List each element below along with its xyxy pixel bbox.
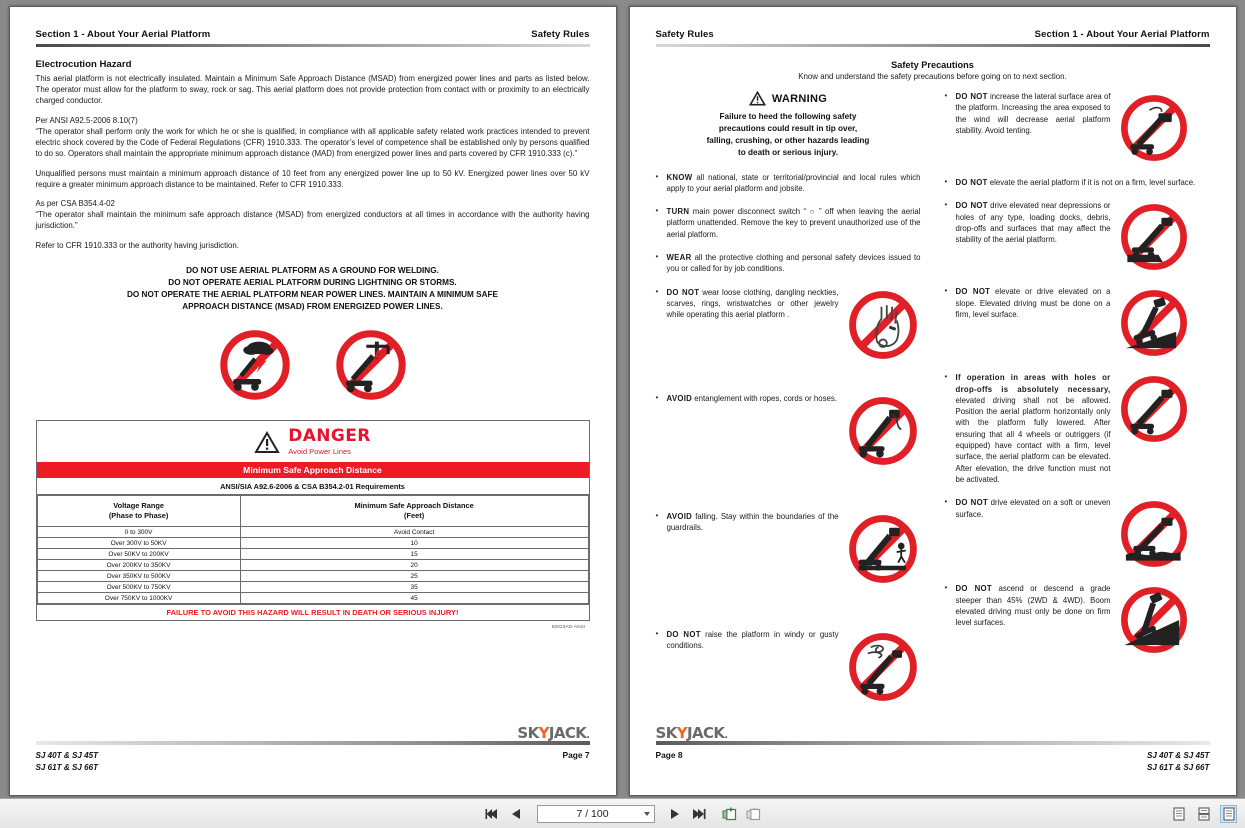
column-right — [945, 91, 1210, 717]
first-page-button[interactable] — [485, 806, 500, 822]
cell-voltage: Over 200KV to 350KV — [37, 560, 240, 571]
next-page-button[interactable] — [668, 806, 683, 822]
viewer-toolbar — [0, 798, 1245, 828]
bullet-text: drive elevated near depressions or holes of any type, loading docks, debris, drop-offs and surfaces that may affect the stability of the aerial platform. — [955, 201, 1111, 245]
danger-table — [36, 420, 590, 621]
logo-slash: Y — [676, 724, 687, 743]
bullet-text: drive elevated on a soft or uneven surface. — [955, 498, 1111, 519]
header-rule — [656, 44, 1210, 47]
model-list — [36, 750, 99, 773]
no-loose-clothing-icon — [845, 287, 921, 363]
col-header-distance-l2: (Feet) — [404, 511, 425, 521]
chevron-down-icon[interactable] — [644, 812, 650, 816]
cell-voltage: Over 750KV to 1000KV — [37, 593, 240, 604]
last-page-button[interactable] — [692, 806, 707, 822]
model-line-2: SJ 61T & SJ 66T — [35, 762, 99, 772]
logo-text-1: SK — [655, 724, 677, 743]
page-number-input[interactable] — [537, 805, 655, 823]
view-facing-pages-button[interactable] — [1220, 805, 1237, 823]
running-header — [656, 29, 1210, 40]
cell-distance: 20 — [240, 560, 588, 571]
page-number: Page 7 — [562, 750, 590, 761]
list-item — [656, 172, 921, 195]
table-row — [37, 571, 588, 582]
bullet-lead: DO NOT — [955, 201, 988, 211]
list-item — [945, 372, 1210, 485]
bullet-text: ascend or descend a grade steeper than 45% (2WD & 4WD). Boom elevated driving must only be done on firm level surfaces. — [955, 584, 1111, 628]
cell-voltage: Over 350KV to 500KV — [37, 571, 240, 582]
view-mode-group — [1170, 805, 1237, 823]
page-number-value: 7 / 100 — [576, 807, 609, 820]
prohibition-icon-row — [36, 326, 590, 404]
bullet-lead: If operation in areas with holes or drop-offs is absolutely necessary, — [955, 373, 1111, 394]
document-code: 60023AD-ANSI — [551, 624, 586, 630]
cell-voltage: Over 500KV to 750KV — [37, 582, 240, 593]
header-rule — [36, 44, 590, 47]
col-header-voltage-l2: (Phase to Phase) — [108, 511, 169, 521]
footer-rule — [36, 741, 590, 745]
bullet-lead: DO NOT — [666, 287, 700, 297]
paragraph-ansi-ref: Per ANSI A92.5-2006 8.10(7) — [35, 115, 138, 125]
bullet-lead: DO NOT — [955, 584, 992, 594]
logo-dot: . — [724, 730, 728, 742]
paragraph-refer: Refer to CFR 1910.333 or the authority having jurisdiction. — [35, 240, 240, 250]
table-row — [37, 527, 588, 538]
list-item — [945, 200, 1210, 274]
page-navigation-group — [485, 805, 761, 823]
warning-body — [656, 111, 921, 159]
list-item — [656, 629, 921, 705]
cell-voltage: Over 300V to 50KV — [37, 538, 240, 549]
table-row — [37, 549, 588, 560]
warning-word: WARNING — [771, 92, 828, 105]
bullet-lead: AVOID — [666, 511, 693, 521]
table-row — [37, 538, 588, 549]
requirements-row: ANSI/SIA A92.6-2006 & CSA B354.2-01 Requirements — [37, 478, 589, 495]
paragraph-intro: This aerial platform is not electrically insulated. Maintain a Minimum Safe Approach Distance (MSAD) from energized power lines and parts as listed below. The operator must allow for the platform to sway, rock or sag. This aerial platform does not provide protection from contact with or proximity to an electrically charged conductor. — [35, 74, 590, 106]
no-wind-icon — [845, 629, 921, 705]
bullet-lead: WEAR — [666, 253, 692, 263]
list-item — [945, 497, 1210, 571]
header-chapter-label: Safety Rules — [531, 29, 590, 40]
no-slope-icon — [1117, 286, 1191, 360]
centered-warning-block — [36, 265, 590, 313]
no-steep-grade-icon — [1117, 583, 1191, 657]
model-list — [1147, 750, 1210, 773]
warning-body-line-4: to death or serious injury. — [738, 147, 838, 157]
bullet-lead: DO NOT — [955, 178, 988, 187]
skyjack-logo — [656, 726, 728, 741]
page-title: Safety Precautions — [891, 60, 974, 70]
warning-triangle-icon — [254, 431, 280, 454]
no-elevated-drive-icon — [1117, 372, 1191, 446]
table-header-row — [37, 496, 588, 527]
bullet-lead: TURN — [666, 207, 690, 217]
page-footer — [656, 726, 1210, 773]
cell-distance: 35 — [240, 582, 588, 593]
bullet-text: all national, state or territorial/provincial and local rules which apply to your aerial platform and jobsite. — [666, 172, 921, 193]
page-number: Page 8 — [655, 750, 683, 761]
bullet-text: elevated driving shall not be allowed. Position the aerial platform horizontally only with the platform fully lowered. After ensuring that all 4 wheels or outriggers (if equipped) have contact with a firm, level surface, the aerial platform can be elevated. After elevation, the drive function must not be activated. — [955, 395, 1111, 484]
bullet-text: falling. Stay within the boundaries of the guardrails. — [666, 511, 839, 532]
cell-distance: 15 — [240, 549, 588, 560]
header-section-label: Section 1 - About Your Aerial Platform — [35, 29, 211, 40]
list-item — [656, 252, 921, 275]
cell-voltage: 0 to 300V — [37, 527, 240, 538]
safety-bullet-list-right — [945, 91, 1210, 657]
warning-line-2: DO NOT OPERATE AERIAL PLATFORM DURING LIGHTNING OR STORMS. — [168, 277, 457, 287]
voltage-table — [37, 495, 589, 604]
bullet-text: increase the lateral surface area of the platform. Increasing the area exposed to the wind will decrease aerial platform stability. Avoid tenting. — [955, 92, 1111, 135]
cell-distance: Avoid Contact — [240, 527, 588, 538]
warning-line-3: DO NOT OPERATE THE AERIAL PLATFORM NEAR POWER LINES. MAINTAIN A MINIMUM SAFE — [126, 289, 498, 299]
bullet-lead: DO NOT — [955, 498, 989, 508]
paragraph-unqualified: Unqualified persons must maintain a minimum approach distance of 10 feet from any energized power line up to 50 kV. Energized power lines over 50 kV require a greater minimum approach distance to be maintained. Refer to CFR 1910.333. — [35, 168, 590, 189]
no-lightning-storm-icon — [216, 326, 294, 404]
no-power-lines-icon — [332, 326, 410, 404]
two-column-layout — [656, 91, 1210, 717]
page-subtitle: Know and understand the safety precautions before going on to next section. — [798, 72, 1067, 81]
no-entanglement-icon — [845, 393, 921, 469]
danger-subtitle: Avoid Power Lines — [288, 447, 351, 457]
bullet-lead: AVOID — [666, 393, 693, 403]
safety-bullet-list-left — [656, 172, 921, 705]
header-section-label: Section 1 - About Your Aerial Platform — [1034, 29, 1210, 40]
skyjack-logo — [517, 726, 589, 741]
list-item — [945, 583, 1210, 657]
col-header-voltage — [37, 496, 240, 527]
warning-body-line-1: Failure to heed the following safety — [719, 112, 857, 121]
bullet-text: elevate or drive elevated on a slope. Elevated driving must be done on a firm, level surface. — [955, 287, 1111, 319]
running-header — [36, 29, 590, 40]
no-drive-near-holes-icon — [1117, 200, 1191, 274]
msad-bar: Minimum Safe Approach Distance — [37, 462, 589, 478]
table-row — [37, 560, 588, 571]
col-header-voltage-l1: Voltage Range — [113, 501, 164, 511]
paragraph-csa-quote: “The operator shall maintain the minimum safe approach distance (MSAD) from energized conductors at all times in accordance with the authority having jurisdiction.” — [35, 210, 590, 231]
view-single-page-button[interactable] — [1170, 805, 1187, 823]
page-title: Electrocution Hazard — [35, 59, 132, 70]
page-footer — [36, 726, 590, 773]
logo-slash: Y — [538, 724, 549, 743]
header-chapter-label: Safety Rules — [655, 29, 714, 40]
list-item — [656, 393, 921, 469]
view-continuous-button[interactable] — [1195, 805, 1212, 823]
bullet-lead: KNOW — [666, 172, 693, 182]
warning-header — [656, 91, 921, 106]
warning-body-line-3: falling, crushing, or other hazards leading — [706, 135, 870, 145]
bullet-text: main power disconnect switch “ ○ ” off when leaving the aerial platform unattended. Remove the key to prevent unauthorized use of the aerial platform. — [666, 207, 921, 239]
warning-line-1: DO NOT USE AERIAL PLATFORM AS A GROUND FOR WELDING. — [186, 265, 439, 275]
column-left — [656, 91, 921, 717]
table-row — [37, 593, 588, 604]
bullet-text: all the protective clothing and personal safety devices issued to you or called for by job conditions. — [666, 253, 921, 274]
model-line-2: SJ 61T & SJ 66T — [1146, 762, 1210, 772]
logo-text-1: SK — [517, 724, 539, 743]
col-header-distance-l1: Minimum Safe Approach Distance — [354, 501, 474, 511]
footer-rule — [656, 741, 1210, 745]
danger-word: DANGER — [288, 426, 371, 447]
list-item — [656, 206, 921, 240]
cell-voltage: Over 50KV to 200KV — [37, 549, 240, 560]
bullet-lead: DO NOT — [955, 287, 991, 297]
bullet-text: raise the platform in windy or gusty conditions. — [666, 629, 839, 650]
bullet-text: wear loose clothing, dangling neckties, scarves, rings, wristwatches or other jewelry while operating this aerial platform . — [666, 287, 839, 320]
failure-warning-bar: FAILURE TO AVOID THIS HAZARD WILL RESULT IN DEATH OR SERIOUS INJURY! — [37, 604, 589, 620]
cell-distance: 25 — [240, 571, 588, 582]
no-soft-surface-icon — [1117, 497, 1191, 571]
bullet-lead: DO NOT — [955, 92, 988, 101]
warning-line-4: APPROACH DISTANCE (MSAD) FROM ENERGIZED POWER LINES. — [182, 301, 443, 311]
bullet-lead: DO NOT — [666, 629, 701, 639]
col-header-distance — [240, 496, 588, 527]
table-row — [37, 582, 588, 593]
model-line-1: SJ 40T & SJ 45T — [35, 751, 99, 761]
paragraph-csa-ref: As per CSA B354.4-02 — [35, 198, 115, 208]
bullet-text: entanglement with ropes, cords or hoses. — [692, 393, 837, 403]
list-item — [656, 511, 921, 587]
list-item — [656, 287, 921, 363]
logo-text-2: JACK — [687, 724, 725, 743]
model-line-1: SJ 40T & SJ 45T — [1146, 751, 1210, 761]
list-item — [945, 91, 1210, 165]
logo-text-2: JACK — [548, 724, 587, 743]
cell-distance: 10 — [240, 538, 588, 549]
cell-distance: 45 — [240, 593, 588, 604]
document-page-right[interactable] — [629, 6, 1237, 796]
document-page-left[interactable] — [9, 6, 617, 796]
paragraph-ansi-quote: “The operator shall perform only the work for which he or she is qualified, in compliance with all applicable safety related work practices intended to prevent electric shock covered by the Code of Federal Regulations (CFR) 1910.333. The operator’s level of competence shall be established only by persons qualified to do so. Operators shall maintain the appropriate minimum approach distance (MAD) from energized power lines and parts covered by CFR 1910.333 (c).” — [35, 126, 590, 159]
bullet-text: elevate the aerial platform if it is not on a firm, level surface. — [987, 178, 1196, 187]
warning-body-line-2: precautions could result in tip over, — [718, 123, 858, 133]
insert-page-button[interactable] — [722, 806, 737, 822]
logo-dot: . — [586, 730, 590, 742]
danger-header — [37, 421, 589, 462]
no-tenting-icon — [1117, 91, 1191, 165]
remove-page-button[interactable] — [746, 806, 761, 822]
previous-page-button[interactable] — [509, 806, 524, 822]
no-falling-icon — [845, 511, 921, 587]
list-item — [945, 177, 1210, 188]
list-item — [945, 286, 1210, 360]
warning-triangle-icon — [749, 91, 766, 106]
